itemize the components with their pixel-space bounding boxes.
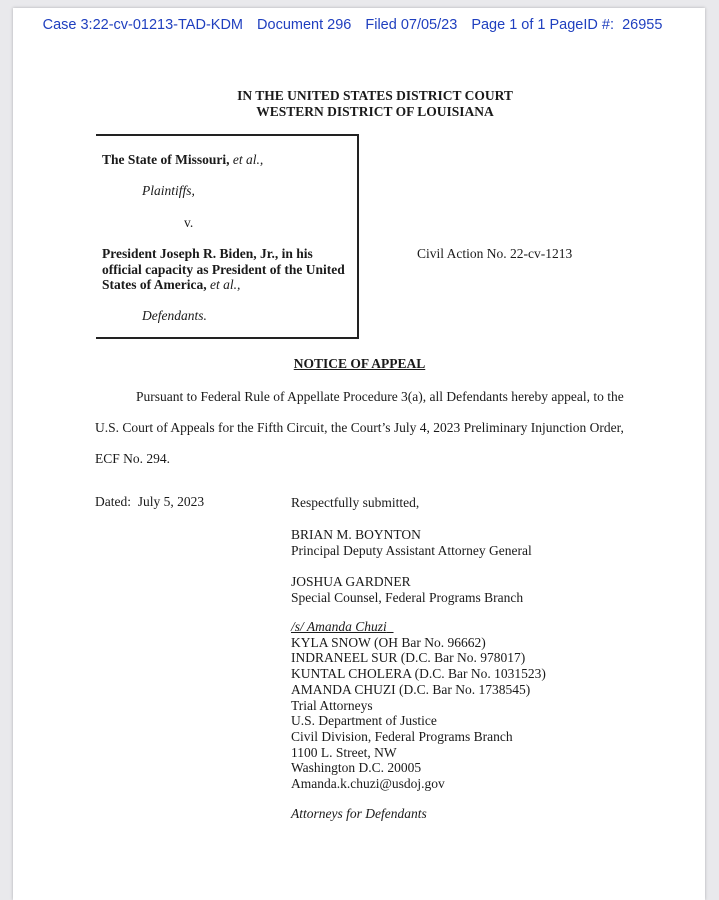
attorney-line: KYLA SNOW (OH Bar No. 96662) — [291, 634, 486, 650]
case-number: Case 3:22-cv-01213-TAD-KDM — [42, 17, 243, 33]
court-heading — [0, 88, 719, 120]
attorney-line: Trial Attorneys — [291, 697, 373, 713]
gardner-name: JOSHUA GARDNER — [291, 574, 411, 589]
plaintiffs-label: Plaintiffs, — [142, 183, 195, 198]
plaintiff-name: The State of Missouri, — [102, 152, 230, 167]
plaintiff-etal: et al., — [232, 152, 264, 167]
notice-line-1: Pursuant to Federal Rule of Appellate Procedure 3(a), all Defendants hereby appeal, to the — [136, 389, 624, 404]
defendant-name-end: States of America, — [102, 277, 207, 292]
document-number: Document 296 — [257, 17, 352, 33]
ecf-header — [0, 17, 705, 33]
attorneys-for-label: Attorneys for Defendants — [291, 806, 427, 821]
attorney-line: AMANDA CHUZI (D.C. Bar No. 1738545) — [291, 681, 531, 697]
boynton-title: Principal Deputy Assistant Attorney General — [291, 542, 532, 558]
attorney-line: U.S. Department of Justice — [291, 713, 437, 729]
attorney-line: Civil Division, Federal Programs Branch — [291, 728, 513, 744]
defendant-etal: et al., — [209, 277, 241, 292]
versus: v. — [184, 215, 194, 230]
court-line-2: WESTERN DISTRICT OF LOUISIANA — [256, 104, 494, 119]
notice-line-2: U.S. Court of Appeals for the Fifth Circuit, the Court’s July 4, 2023 Preliminary Injunction Order, — [95, 420, 624, 435]
attorney-email: Amanda.k.chuzi@usdoj.gov — [291, 776, 445, 792]
electronic-signature: /s/ Amanda Chuzi — [291, 619, 387, 634]
plaintiff-line — [102, 152, 263, 168]
attorney-line: KUNTAL CHOLERA (D.C. Bar No. 1031523) — [291, 666, 546, 682]
page-id: 26955 — [622, 17, 663, 33]
defendant-line-1: President Joseph R. Biden, Jr., in his — [102, 246, 313, 261]
defendants-label: Defendants. — [142, 308, 207, 323]
closing: Respectfully submitted, — [291, 495, 420, 510]
notice-line-3: ECF No. 294. — [95, 451, 171, 466]
attorney-line: INDRANEEL SUR (D.C. Bar No. 978017) — [291, 650, 526, 666]
civil-action-number: Civil Action No. 22-cv-1213 — [417, 246, 573, 261]
filed-date: Filed 07/05/23 — [365, 17, 458, 33]
notice-title: NOTICE OF APPEAL — [293, 356, 426, 371]
boynton-name: BRIAN M. BOYNTON — [291, 527, 421, 542]
boynton-block — [291, 527, 532, 558]
attorney-line: Washington D.C. 20005 — [291, 760, 422, 776]
dated-line: Dated: July 5, 2023 — [95, 494, 205, 509]
defendant-line-3 — [102, 277, 240, 293]
attorney-line: 1100 L. Street, NW — [291, 744, 397, 760]
gardner-title: Special Counsel, Federal Programs Branch — [291, 589, 524, 605]
gardner-block — [291, 574, 523, 605]
court-line-1: IN THE UNITED STATES DISTRICT COURT — [237, 88, 513, 103]
page-info: Page 1 of 1 PageID #: 26955 — [471, 17, 663, 33]
attorney-block — [291, 619, 546, 792]
defendant-line-2: official capacity as President of the United — [102, 262, 345, 277]
